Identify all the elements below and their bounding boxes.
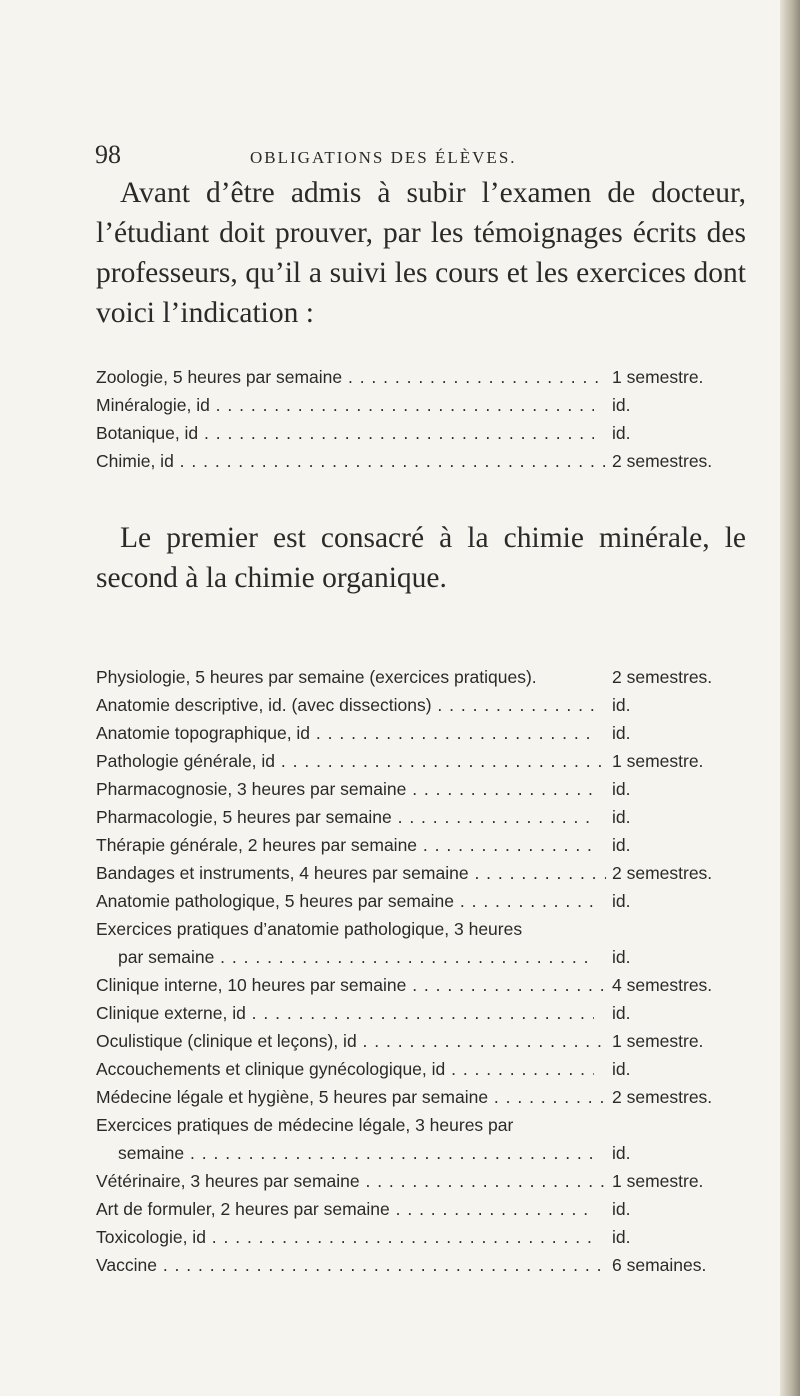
course-name: Vaccine . . . xyxy=(96,1251,606,1279)
list-item xyxy=(96,775,740,803)
list-item xyxy=(96,971,740,999)
list-item xyxy=(96,859,740,887)
course-name: Anatomie topographique, id . . . xyxy=(96,719,594,747)
course-duration: 2 semestres. xyxy=(612,863,713,883)
course-duration: id. xyxy=(612,423,631,443)
course-name: Médecine légale et hygiène, 5 heures par semaine . . . xyxy=(96,1083,606,1111)
page-edge xyxy=(780,0,800,1396)
list-item xyxy=(96,663,740,691)
course-name: Pharmacognosie, 3 heures par semaine . . . xyxy=(96,775,594,803)
course-name: Clinique interne, 10 heures par semaine . . . xyxy=(96,971,606,999)
course-duration: 2 semestres. xyxy=(612,451,713,471)
list-item xyxy=(96,915,740,943)
list-item xyxy=(96,887,740,915)
course-name: Chimie, id . . . xyxy=(96,447,606,475)
list-item xyxy=(96,419,740,447)
course-name: Thérapie générale, 2 heures par semaine . . . xyxy=(96,831,594,859)
list-item xyxy=(96,1055,740,1083)
course-duration: 6 semaines. xyxy=(612,1255,707,1275)
course-duration: id. xyxy=(612,1199,631,1219)
list-item xyxy=(96,999,740,1027)
list-item xyxy=(96,831,740,859)
list-item-continuation xyxy=(96,943,740,971)
page-header xyxy=(95,140,740,170)
list-item xyxy=(96,747,740,775)
course-duration: id. xyxy=(612,1003,631,1023)
list-item xyxy=(96,1083,740,1111)
course-name: Pathologie générale, id . . . xyxy=(96,747,606,775)
course-name: Toxicologie, id . . . xyxy=(96,1223,594,1251)
course-name: Art de formuler, 2 heures par semaine . . . xyxy=(96,1195,594,1223)
list-item xyxy=(96,391,740,419)
page-number: 98 xyxy=(95,140,121,169)
course-name: Accouchements et clinique gynécologique, id . . . xyxy=(96,1055,594,1083)
course-duration: id. xyxy=(612,779,631,799)
course-duration: 1 semestre. xyxy=(612,1171,704,1191)
list-item xyxy=(96,1251,740,1279)
course-duration: 4 semestres. xyxy=(612,975,713,995)
course-duration: id. xyxy=(612,695,631,715)
course-duration: 2 semestres. xyxy=(612,667,713,687)
course-duration: id. xyxy=(612,1059,631,1079)
course-name: Minéralogie, id . . . xyxy=(96,391,594,419)
list-item xyxy=(96,1111,740,1139)
course-name: Anatomie pathologique, 5 heures par semaine . . . xyxy=(96,887,594,915)
course-name: Zoologie, 5 heures par semaine . . . xyxy=(96,363,606,391)
list-item-continuation xyxy=(96,1139,740,1167)
course-duration: id. xyxy=(612,395,631,415)
course-name: Clinique externe, id . . . xyxy=(96,999,594,1027)
course-name: Exercices pratiques de médecine légale, 3 heures par xyxy=(96,1115,514,1135)
course-duration: id. xyxy=(612,1143,631,1163)
course-name: Oculistique (clinique et leçons), id . . . xyxy=(96,1027,606,1055)
course-name: Anatomie descriptive, id. (avec dissections) . . . xyxy=(96,691,594,719)
course-duration: id. xyxy=(612,891,631,911)
course-list-medicine xyxy=(96,663,740,1279)
list-item xyxy=(96,363,740,391)
list-item xyxy=(96,447,740,475)
course-list-sciences xyxy=(96,363,740,475)
course-name-continuation: par semaine . . . xyxy=(96,943,594,971)
course-duration: id. xyxy=(612,807,631,827)
list-item xyxy=(96,1027,740,1055)
course-duration: id. xyxy=(612,947,631,967)
course-name: Botanique, id . . . xyxy=(96,419,594,447)
course-duration: 2 semestres. xyxy=(612,1087,713,1107)
course-duration: 1 semestre. xyxy=(612,1031,704,1051)
course-duration: id. xyxy=(612,723,631,743)
course-name: Physiologie, 5 heures par semaine (exercices pratiques). xyxy=(96,667,537,687)
running-title: OBLIGATIONS DES ÉLÈVES. xyxy=(250,148,517,167)
middle-paragraph: Le premier est consacré à la chimie minérale, le second à la chimie organique. xyxy=(96,522,746,594)
course-name: Exercices pratiques d’anatomie pathologique, 3 heures xyxy=(96,919,523,939)
course-name: Vétérinaire, 3 heures par semaine . . . xyxy=(96,1167,606,1195)
list-item xyxy=(96,1195,740,1223)
list-item xyxy=(96,1223,740,1251)
list-item xyxy=(96,1167,740,1195)
list-item xyxy=(96,803,740,831)
course-duration: 1 semestre. xyxy=(612,751,704,771)
course-duration: id. xyxy=(612,835,631,855)
course-name-continuation: semaine . . . xyxy=(96,1139,594,1167)
list-item xyxy=(96,691,740,719)
intro-paragraph: Avant d’être admis à subir l’examen de docteur, l’étudiant doit prouver, par les témoignages écrits des professeurs, qu’il a suivi les cours et les exercices dont voici l’indication : xyxy=(96,177,746,329)
course-name: Pharmacologie, 5 heures par semaine . . . xyxy=(96,803,594,831)
course-duration: id. xyxy=(612,1227,631,1247)
course-name: Bandages et instruments, 4 heures par semaine . . . xyxy=(96,859,606,887)
list-item xyxy=(96,719,740,747)
course-duration: 1 semestre. xyxy=(612,367,704,387)
